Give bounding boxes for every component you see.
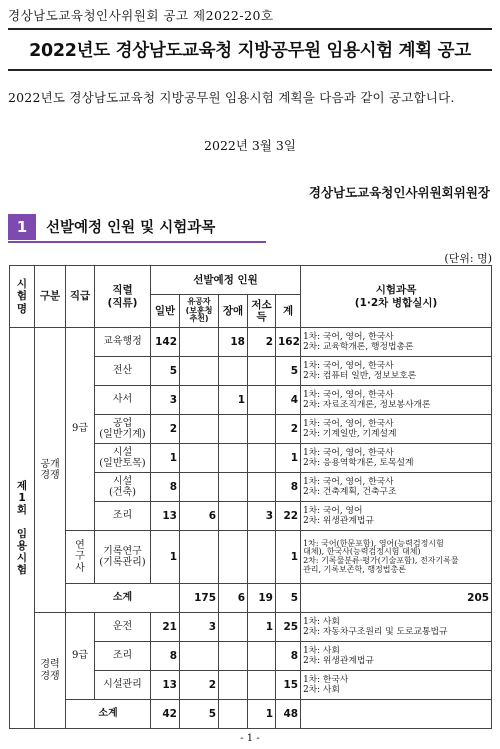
subjects-cell: 1차: 국어, 영어, 한국사 2차: 컴퓨터 일반, 정보보호론 [301,357,492,386]
general-count: 13 [151,502,180,531]
general-count: 1 [151,444,180,473]
job-series-cell: 기록연구 (기록관리) [95,531,151,584]
disabled-count [219,502,248,531]
veterans-count: 6 [219,584,248,613]
total-count: 8 [276,473,301,502]
header-total: 계 [276,295,301,328]
subjects-cell: 1차: 국어(한문포함), 영어(능력검정시험 대체), 한국사(능력검정시험 대체) 2차: 기록물분류·평가(기술포함), 전자기록물 관리, 기록보존학, 행정법총론 [301,531,492,584]
subtotal-label: 소계 [66,584,180,613]
total-count: 4 [276,386,301,415]
total-count: 48 [276,700,301,729]
subjects-cell: 1차: 국어, 영어 2차: 위생관계법규 [301,502,492,531]
veterans-count: 6 [180,502,219,531]
header-division: 구분 [35,266,66,328]
general-count: 2 [151,415,180,444]
job-series-cell: 시설관리 [95,671,151,700]
header-disabled: 장애 [219,295,248,328]
low-income-count: 1 [248,700,276,729]
header-low-income: 저소 득 [248,295,276,328]
low-income-count: 5 [276,584,301,613]
subjects-cell: 1차: 국어, 영어, 한국사 2차: 건축계획, 건축구조 [301,473,492,502]
subjects-cell: 1차: 사회 2차: 자동차구조원리 및 도로교통법규 [301,613,492,642]
page-number: - 1 - [240,733,260,744]
low-income-count: 2 [248,328,276,357]
section-number-badge: 1 [8,214,36,240]
veterans-count [180,328,219,357]
disabled-count [219,613,248,642]
job-series-cell: 공업 (일반기계) [95,415,151,444]
veterans-count: 3 [180,613,219,642]
general-count: 3 [151,386,180,415]
header-veterans: 유공자 (보훈청 추천) [180,295,219,328]
disabled-count [219,357,248,386]
grade-cell: 9급 [66,328,95,531]
job-series-cell: 전산 [95,357,151,386]
exam-name-cell: 제 1 회 임 용 시 험 [10,328,35,729]
subjects-cell: 1차: 사회 2차: 위생관계법규 [301,642,492,671]
job-series-cell: 시설 (건축) [95,473,151,502]
job-series-cell: 조리 [95,502,151,531]
header-grade: 직급 [66,266,95,328]
subtotal-row [10,700,492,729]
disabled-count: 1 [219,386,248,415]
total-count: 15 [276,671,301,700]
general-count: 1 [151,531,180,584]
low-income-count: 1 [248,613,276,642]
disabled-count: 18 [219,328,248,357]
general-count: 175 [180,584,219,613]
low-income-count [248,415,276,444]
low-income-count [248,386,276,415]
open-competition-cell: 공개 경쟁 [35,328,66,613]
grade-cell: 9급 [66,613,95,700]
veterans-count: 5 [180,700,219,729]
subtotal-label: 소계 [66,700,151,729]
total-count: 1 [276,444,301,473]
general-count: 21 [151,613,180,642]
general-count: 8 [151,642,180,671]
document-title: 2022년도 경상남도교육청 지방공무원 임용시험 계획 공고 [29,41,471,61]
disabled-count [219,531,248,584]
subjects-cell: 1차: 한국사 2차: 사회 [301,671,492,700]
low-income-count [248,671,276,700]
recruitment-table [9,265,492,729]
researcher-cell: 연 구 사 [66,531,95,584]
general-count: 5 [151,357,180,386]
veterans-count [180,473,219,502]
subtotal-row [10,584,492,613]
veterans-count [180,386,219,415]
general-count: 42 [151,700,180,729]
job-series-cell: 교육행정 [95,328,151,357]
notice-date: 2022년 3월 3일 [204,138,296,153]
low-income-count [248,473,276,502]
veterans-count [180,357,219,386]
subjects-cell: 1차: 국어, 영어, 한국사 2차: 응용역학개론, 토목설계 [301,444,492,473]
total-count: 22 [276,502,301,531]
total-count: 205 [301,584,492,613]
low-income-count [248,531,276,584]
career-competition-cell: 경력 경쟁 [35,613,66,729]
job-series-cell: 운전 [95,613,151,642]
header-exam-name: 시 험 명 [10,266,35,328]
veterans-count: 2 [180,671,219,700]
low-income-count [248,642,276,671]
general-count: 13 [151,671,180,700]
total-count: 1 [276,531,301,584]
total-count: 25 [276,613,301,642]
header-subjects: 시험과목 (1·2차 병합실시) [301,266,492,328]
disabled-count [219,671,248,700]
subjects-cell: 1차: 국어, 영어, 한국사 2차: 기계일반, 기계설계 [301,415,492,444]
veterans-count [180,444,219,473]
subjects-cell: 1차: 국어, 영어, 한국사 2차: 자료조직개론, 정보봉사개론 [301,386,492,415]
total-count: 2 [276,415,301,444]
notice-number: 경상남도교육청인사위원회 공고 제2022-20호 [8,8,274,23]
intro-text: 2022년도 경상남도교육청 지방공무원 임용시험 계획을 다음과 같이 공고합니다. [8,90,455,105]
issuer-name: 경상남도교육청인사위원회위원장 [308,185,490,200]
low-income-count [248,444,276,473]
low-income-count [248,357,276,386]
job-series-cell: 조리 [95,642,151,671]
title-rule-bottom [8,69,492,71]
header-job-series: 직렬 (직류) [95,266,151,328]
section-underline [8,241,266,243]
table-row [10,531,492,584]
total-count: 162 [276,328,301,357]
section-title: 선발예정 인원 및 시험과목 [46,220,216,236]
veterans-count [180,415,219,444]
disabled-count [219,700,248,729]
subjects-cell: 1차: 국어, 영어, 한국사 2차: 교육학개론, 행정법총론 [301,328,492,357]
veterans-count [180,531,219,584]
header-planned: 선발예정 인원 [151,266,301,295]
subjects-cell [301,700,492,729]
disabled-count [219,444,248,473]
disabled-count [219,473,248,502]
low-income-count: 3 [248,502,276,531]
disabled-count: 19 [248,584,276,613]
total-count: 5 [276,357,301,386]
job-series-cell: 사서 [95,386,151,415]
general-count: 8 [151,473,180,502]
disabled-count [219,642,248,671]
header-general: 일반 [151,295,180,328]
total-count: 8 [276,642,301,671]
veterans-count [180,642,219,671]
disabled-count [219,415,248,444]
table-row [10,328,492,357]
unit-label: (단위: 명) [444,252,492,265]
job-series-cell: 시설 (일반토목) [95,444,151,473]
table-row [10,613,492,642]
general-count: 142 [151,328,180,357]
title-rule-top [8,28,492,30]
